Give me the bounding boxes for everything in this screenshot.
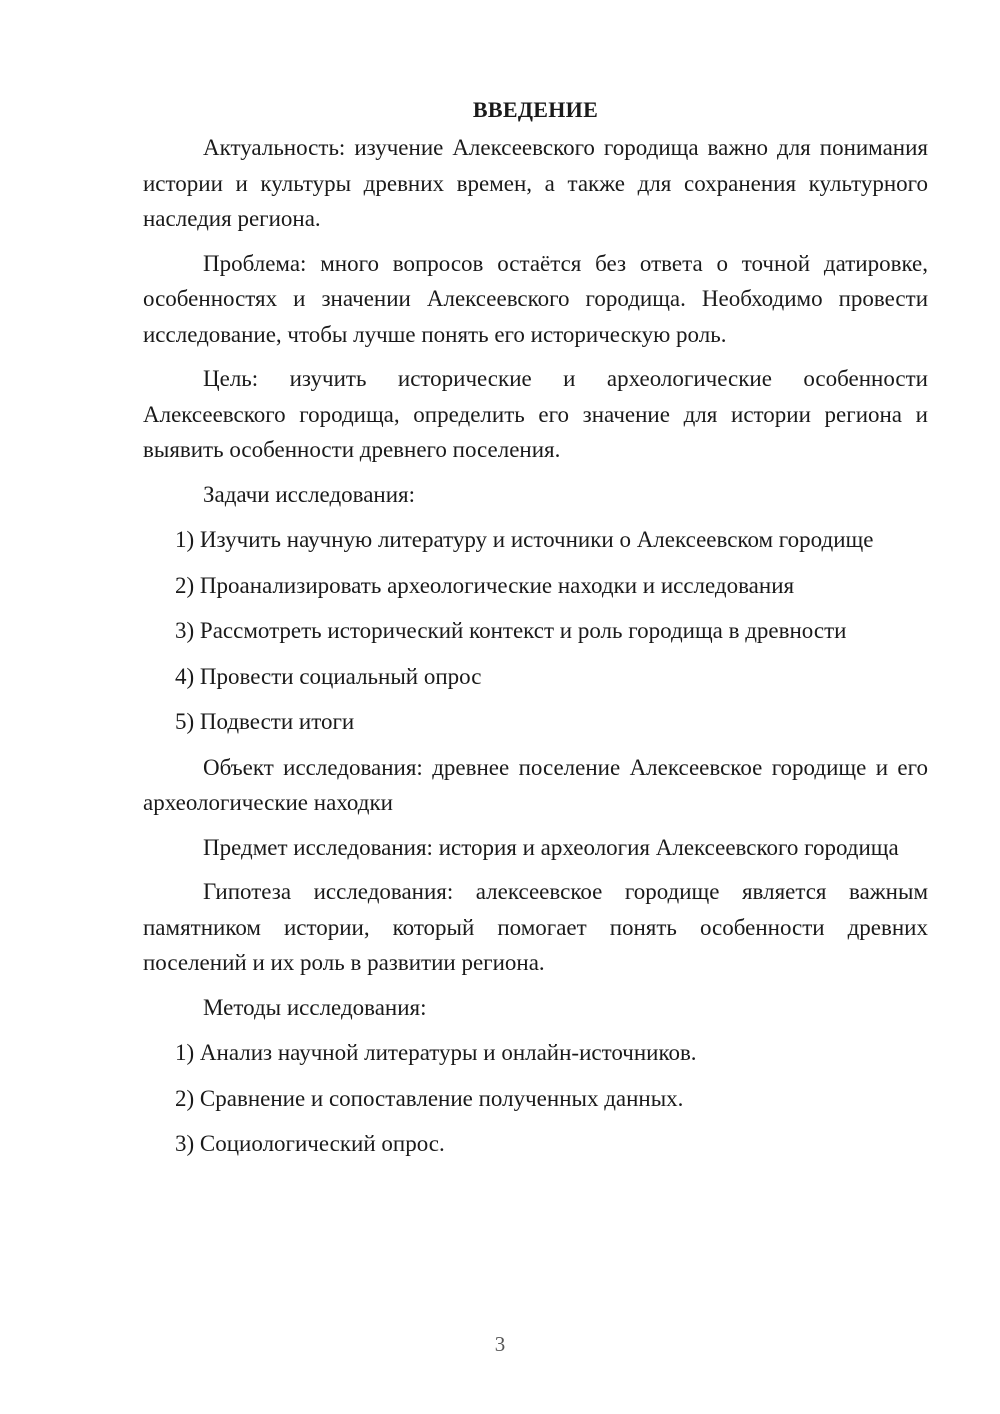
document-page xyxy=(143,92,928,1172)
task-item: 3) Рассмотреть исторический контекст и роль городища в древности xyxy=(175,618,847,643)
tasks-heading: Задачи исследования: xyxy=(203,481,416,507)
task-item: 2) Проанализировать археологические находки и исследования xyxy=(175,572,795,598)
hypothesis-paragraph: Гипотеза исследования: алексеевское городище является важным памятником истории, который помогает понять особенности древних поселений и их роль в развитии региона. xyxy=(143,879,928,975)
relevance-paragraph: Актуальность: изучение Алексеевского городища важно для понимания истории и культуры древних времен, а также для сохранения культурного наследия региона. xyxy=(143,135,928,231)
methods-list xyxy=(143,1035,928,1162)
task-item: 5) Подвести итоги xyxy=(175,709,355,734)
subject-paragraph: Предмет исследования: история и археология Алексеевского городища xyxy=(203,834,899,860)
task-item: 4) Провести социальный опрос xyxy=(175,663,482,689)
method-item: 2) Сравнение и сопоставление полученных данных. xyxy=(175,1085,684,1111)
goal-paragraph: Цель: изучить исторические и археологические особенности Алексеевского городища, определить его значение для истории региона и выявить особенности древнего поселения. xyxy=(143,366,928,462)
tasks-list xyxy=(143,522,928,740)
problem-paragraph: Проблема: много вопросов остаётся без ответа о точной датировке, особенностях и значении Алексеевского городища. Необходимо провести исследование, чтобы лучше понять его историческую роль. xyxy=(143,250,928,347)
object-paragraph: Объект исследования: древнее поселение Алексеевское городище и его археологические находки xyxy=(143,754,928,815)
method-item: 3) Социологический опрос. xyxy=(175,1131,445,1156)
method-item: 1) Анализ научной литературы и онлайн-источников. xyxy=(175,1040,697,1065)
page-title: ВВЕДЕНИЕ xyxy=(472,97,599,122)
methods-heading: Методы исследования: xyxy=(203,994,427,1020)
task-item: 1) Изучить научную литературу и источники о Алексеевском городище xyxy=(175,527,874,552)
page-number: 3 xyxy=(494,1332,506,1356)
